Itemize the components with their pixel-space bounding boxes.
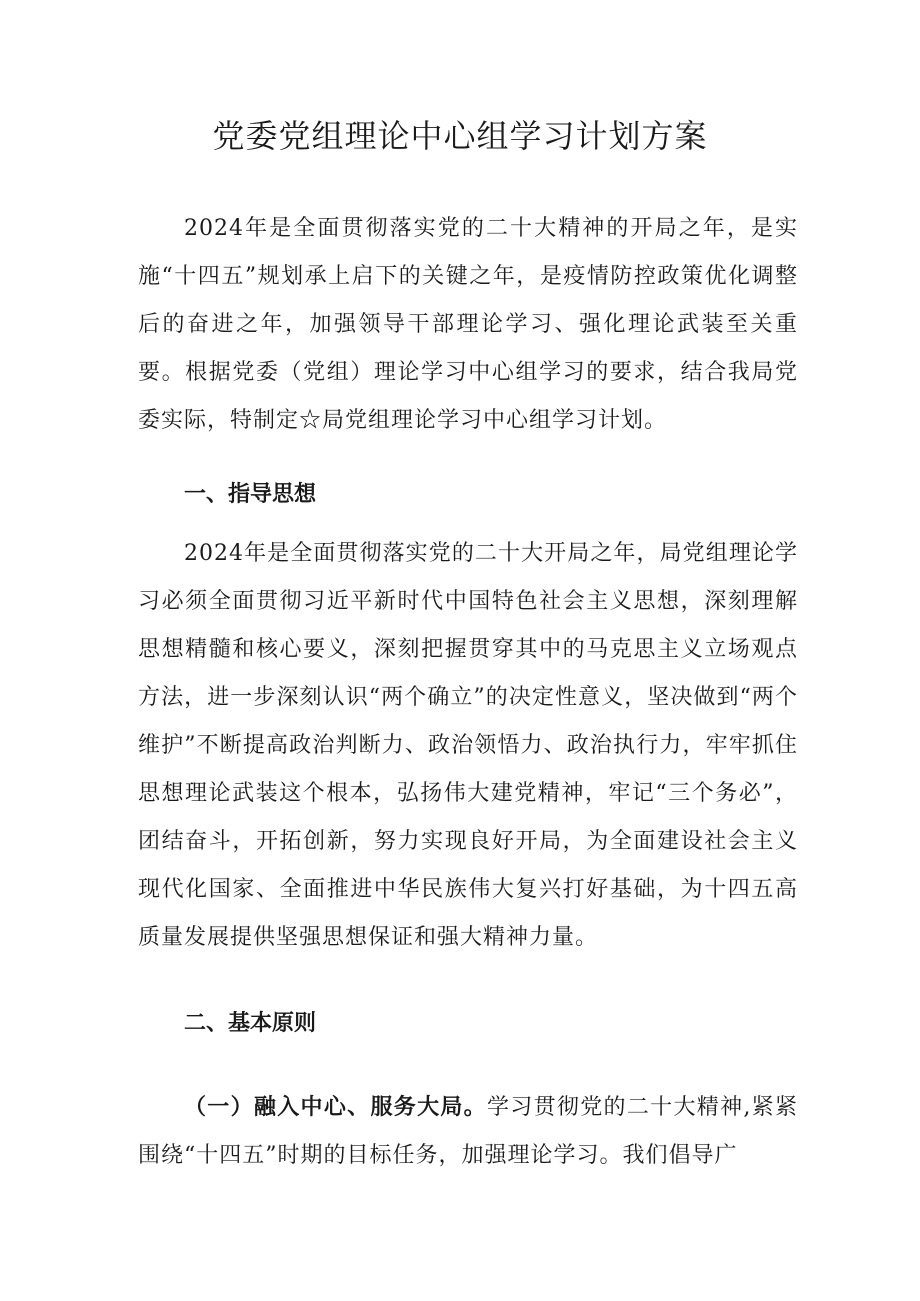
document-title: 党委党组理论中心组学习计划方案 [212, 117, 708, 155]
section-heading-basic-principles: 二、基本原则 [184, 1011, 317, 1036]
intro-paragraph: 2024年是全面贯彻落实党的二十大精神的开局之年，是实施“十四五”规划承上启下的关键之年，是疫情防控政策优化调整后的奋进之年，加强领导干部理论学习、强化理论武装至关重要。根据党委（党组）理论学习中心组学习的要求，结合我局党委实际，特制定☆局党组理论学习中心组学习计划。 [138, 216, 798, 433]
principle-item-lead: （一）融入中心、服务大局。 [184, 1095, 487, 1120]
principle-item-body: 学习贯彻党的二十大精神,紧紧围绕“十四五”时期的目标任务，加强理论学习。我们倡导广 [138, 1095, 798, 1168]
guiding-ideology-paragraph: 2024年是全面贯彻落实党的二十大开局之年，局党组理论学习必须全面贯彻习近平新时代中国特色社会主义思想，深刻理解思想精髓和核心要义，深刻把握贯穿其中的马克思主义立场观点方法，进一步深刻认识“两个确立”的决定性意义，坚决做到“两个维护”不断提高政治判断力、政治领悟力、政治执行力，牢牢抓住思想理论武装这个根本，弘扬伟大建党精神，牢记“三个务必”，团结奋斗，开拓创新，努力实现良好开局，为全面建设社会主义现代化国家、全面推进中华民族伟大复兴打好基础，为十四五高质量发展提供坚强思想保证和强大精神力量。 [138, 541, 798, 950]
basic-principles-paragraph [138, 1084, 798, 1180]
section-heading-guiding-ideology: 一、指导思想 [184, 482, 317, 507]
